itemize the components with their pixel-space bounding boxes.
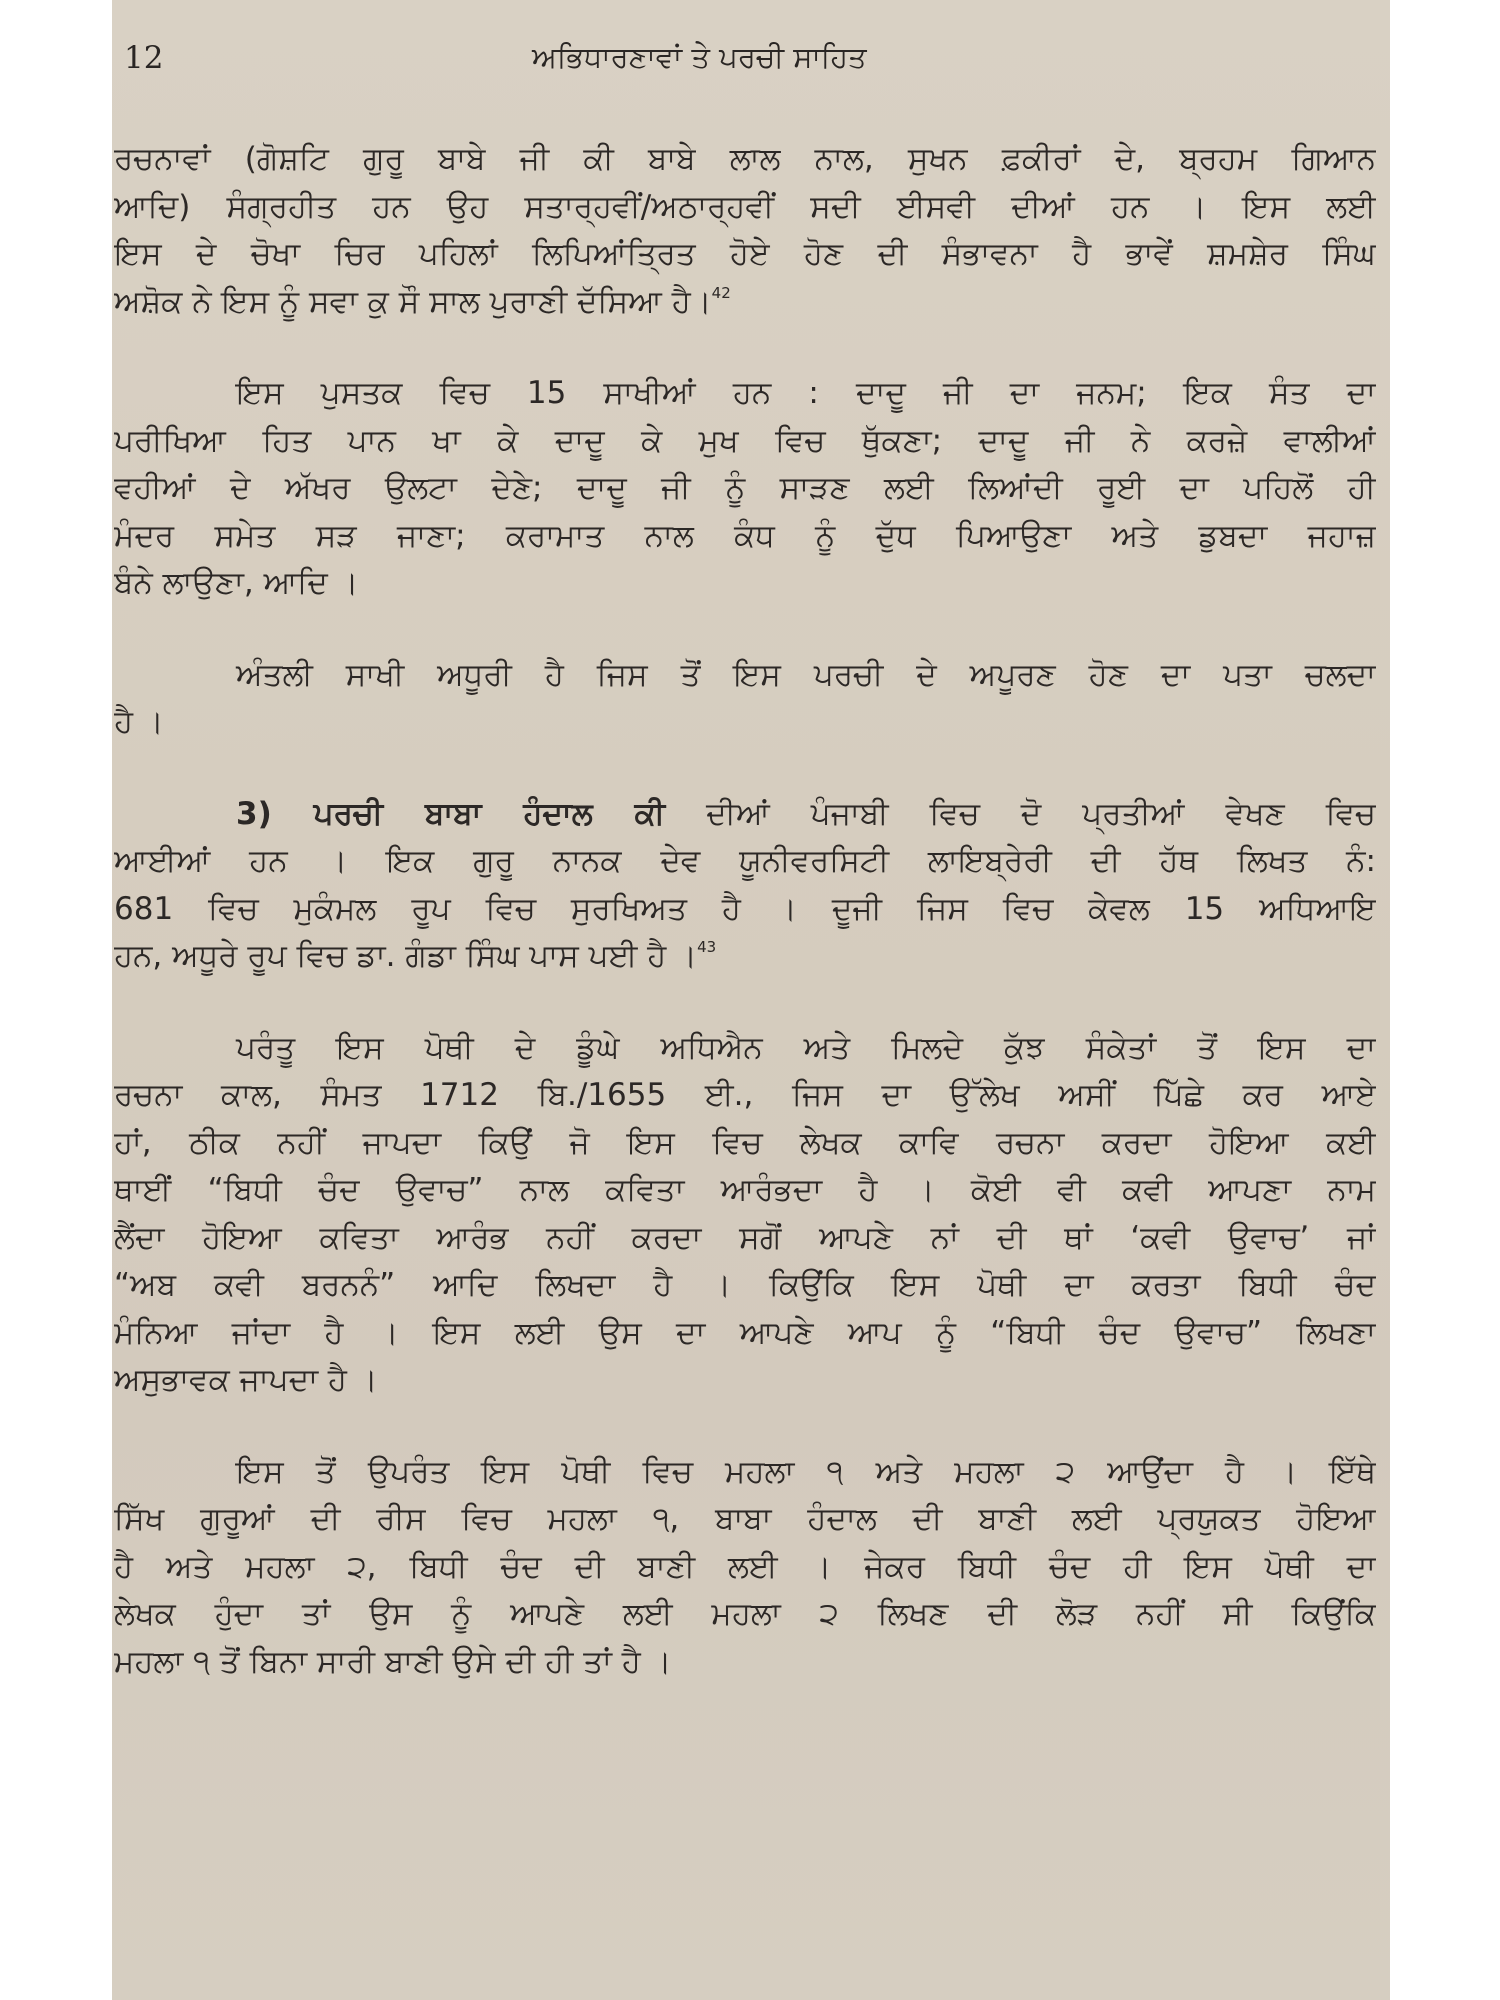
text-line: ਥਾਈਂ “ਬਿਧੀ ਚੰਦ ਉਵਾਚ” ਨਾਲ ਕਵਿਤਾ ਆਰੰਭਦਾ ਹੈ । ਕੋਈ ਵੀ ਕਵੀ ਆਪਣਾ ਨਾਮ (114, 1172, 1376, 1208)
page-header (122, 36, 1372, 86)
text-line: 681 ਵਿਚ ਮੁਕੰਮਲ ਰੂਪ ਵਿਚ ਸੁਰਖਿਅਤ ਹੈ । ਦੂਜੀ ਜਿਸ ਵਿਚ ਕੇਵਲ 15 ਅਧਿਆਇ (114, 890, 1376, 927)
paragraph-5 (114, 1025, 1376, 1405)
text-line: ਲੈਂਦਾ ਹੋਇਆ ਕਵਿਤਾ ਆਰੰਭ ਨਹੀਂ ਕਰਦਾ ਸਗੋਂ ਆਪਣੇ ਨਾਂ ਦੀ ਥਾਂ ‘ਕਵੀ ਉਵਾਚ’ ਜਾਂ (114, 1219, 1376, 1256)
text-line: ਵਹੀਆਂ ਦੇ ਅੱਖਰ ਉਲਟਾ ਦੇਣੇ; ਦਾਦੂ ਜੀ ਨੂੰ ਸਾੜਣ ਲਈ ਲਿਆਂਦੀ ਰੂਈ ਦਾ ਪਹਿਲੋਂ ਹੀ (114, 470, 1376, 506)
text-line: ਆਈਆਂ ਹਨ । ਇਕ ਗੁਰੂ ਨਾਨਕ ਦੇਵ ਯੂਨੀਵਰਸਿਟੀ ਲਾਇਬ੍ਰੇਰੀ ਦੀ ਹੱਥ ਲਿਖਤ ਨੰ: (114, 843, 1376, 879)
page-body (114, 136, 1376, 1686)
text-line: ਹਾਂ, ਠੀਕ ਨਹੀਂ ਜਾਪਦਾ ਕਿਉਂ ਜੋ ਇਸ ਵਿਚ ਲੇਖਕ ਕਾਵਿ ਰਚਨਾ ਕਰਦਾ ਹੋਇਆ ਕਈ (114, 1124, 1376, 1161)
text-line-content: ਅਸ਼ੋਕ ਨੇ ਇਸ ਨੂੰ ਸਵਾ ਕੁ ਸੌ ਸਾਲ ਪੁਰਾਣੀ ਦੱਸਿਆ ਹੈ। (114, 283, 712, 320)
text-line: ਮੰਨਿਆ ਜਾਂਦਾ ਹੈ । ਇਸ ਲਈ ਉਸ ਦਾ ਆਪਣੇ ਆਪ ਨੂੰ “ਬਿਧੀ ਚੰਦ ਉਵਾਚ” ਲਿਖਣਾ (114, 1314, 1376, 1351)
right-margin (1390, 0, 1500, 2000)
text-line: ਇਸ ਦੇ ਚੋਖਾ ਚਿਰ ਪਹਿਲਾਂ ਲਿਪਿਆਂਤ੍ਰਿਤ ਹੋਏ ਹੋਣ ਦੀ ਸੰਭਾਵਨਾ ਹੈ ਭਾਵੇਂ ਸ਼ਮਸ਼ੇਰ ਸਿੰਘ (114, 236, 1376, 272)
text-line (114, 279, 1376, 327)
text-line: ਅੰਤਲੀ ਸਾਖੀ ਅਧੂਰੀ ਹੈ ਜਿਸ ਤੋਂ ਇਸ ਪਰਚੀ ਦੇ ਅਪੂਰਣ ਹੋਣ ਦਾ ਪਤਾ ਚਲਦਾ (236, 656, 1376, 693)
paragraph-3 (114, 652, 1376, 747)
text-line: ਮੰਦਰ ਸਮੇਤ ਸੜ ਜਾਣਾ; ਕਰਾਮਾਤ ਨਾਲ ਕੰਧ ਨੂੰ ਦੁੱਧ ਪਿਆਉਣਾ ਅਤੇ ਡੁਬਦਾ ਜਹਾਜ਼ (114, 517, 1376, 554)
text-line: ਪਰੰਤੂ ਇਸ ਪੋਥੀ ਦੇ ਡੂੰਘੇ ਅਧਿਐਨ ਅਤੇ ਮਿਲਦੇ ਕੁੱਝ ਸੰਕੇਤਾਂ ਤੋਂ ਇਸ ਦਾ (236, 1029, 1376, 1066)
text-line: ਇਸ ਤੋਂ ਉਪਰੰਤ ਇਸ ਪੋਥੀ ਵਿਚ ਮਹਲਾ ੧ ਅਤੇ ਮਹਲਾ ੨ ਆਉਂਦਾ ਹੈ । ਇੱਥੇ (236, 1453, 1376, 1490)
footnote-ref: 43 (697, 938, 717, 956)
text-line: ਬੰਨੇ ਲਾਉਣਾ, ਆਦਿ । (114, 565, 359, 601)
text-line: ਪਰੀਖਿਆ ਹਿਤ ਪਾਨ ਖਾ ਕੇ ਦਾਦੂ ਕੇ ਮੁਖ ਵਿਚ ਥੁੱਕਣਾ; ਦਾਦੂ ਜੀ ਨੇ ਕਰਜ਼ੇ ਵਾਲੀਆਂ (114, 422, 1376, 459)
text-line: ਆਦਿ) ਸੰਗ੍ਰਹੀਤ ਹਨ ਉਹ ਸਤਾਰ੍ਹਵੀਂ/ਅਠਾਰ੍ਹਵੀਂ ਸਦੀ ਈਸਵੀ ਦੀਆਂ ਹਨ । ਇਸ ਲਈ (114, 188, 1376, 225)
text-line: ਮਹਲਾ ੧ ਤੋਂ ਬਿਨਾ ਸਾਰੀ ਬਾਣੀ ਉਸੇ ਦੀ ਹੀ ਤਾਂ ਹੈ । (114, 1643, 672, 1680)
paragraph-4 (114, 791, 1376, 981)
text-line: ਅਸੁਭਾਵਕ ਜਾਪਦਾ ਹੈ । (114, 1362, 378, 1398)
text-line: ਰਚਨਾ ਕਾਲ, ਸੰਮਤ 1712 ਬਿ./1655 ਈ., ਜਿਸ ਦਾ ਉੱਲੇਖ ਅਸੀਂ ਪਿੱਛੇ ਕਰ ਆਏ (114, 1077, 1376, 1113)
text-line: ਹੈ ਅਤੇ ਮਹਲਾ ੨, ਬਿਧੀ ਚੰਦ ਦੀ ਬਾਣੀ ਲਈ । ਜੇਕਰ ਬਿਧੀ ਚੰਦ ਹੀ ਇਸ ਪੋਥੀ ਦਾ (114, 1548, 1376, 1585)
paragraph-2 (114, 370, 1376, 608)
text-line-content: ਹਨ, ਅਧੂਰੇ ਰੂਪ ਵਿਚ ਡਾ. ਗੰਡਾ ਸਿੰਘ ਪਾਸ ਪਈ ਹੈ । (114, 938, 698, 974)
footnote-ref: 42 (711, 283, 731, 302)
text-line: ਰਚਨਾਵਾਂ (ਗੋਸ਼ਟਿ ਗੁਰੂ ਬਾਬੇ ਜੀ ਕੀ ਬਾਬੇ ਲਾਲ ਨਾਲ, ਸੁਖਨ ਫ਼ਕੀਰਾਂ ਦੇ, ਬ੍ਰਹਮ ਗਿਆਨ (114, 141, 1376, 177)
text-line (114, 933, 1376, 981)
paragraph-1 (114, 136, 1376, 326)
text-line: ਹੈ । (114, 704, 164, 740)
text-line-content: ਦੀਆਂ ਪੰਜਾਬੀ ਵਿਚ ਦੋ ਪ੍ਰਤੀਆਂ ਵੇਖਣ ਵਿਚ (706, 795, 1376, 832)
book-page (112, 0, 1390, 2000)
text-line: ਸਿੱਖ ਗੁਰੂਆਂ ਦੀ ਰੀਸ ਵਿਚ ਮਹਲਾ ੧, ਬਾਬਾ ਹੰਦਾਲ ਦੀ ਬਾਣੀ ਲਈ ਪ੍ਰਯੁਕਤ ਹੋਇਆ (114, 1501, 1376, 1537)
paragraph-6 (114, 1449, 1376, 1687)
text-line: “ਅਬ ਕਵੀ ਬਰਨਨੰ” ਆਦਿ ਲਿਖਦਾ ਹੈ । ਕਿਉਂਕਿ ਇਸ ਪੋਥੀ ਦਾ ਕਰਤਾ ਬਿਧੀ ਚੰਦ (114, 1267, 1376, 1303)
text-line (114, 791, 1376, 839)
text-line: ਲੇਖਕ ਹੁੰਦਾ ਤਾਂ ਉਸ ਨੂੰ ਆਪਣੇ ਲਈ ਮਹਲਾ ੨ ਲਿਖਣ ਦੀ ਲੋੜ ਨਹੀਂ ਸੀ ਕਿਉਂਕਿ (114, 1596, 1376, 1632)
section-title: 3) ਪਰਚੀ ਬਾਬਾ ਹੰਦਾਲ ਕੀ (236, 795, 666, 832)
text-line: ਇਸ ਪੁਸਤਕ ਵਿਚ 15 ਸਾਖੀਆਂ ਹਨ : ਦਾਦੂ ਜੀ ਦਾ ਜਨਮ; ਇਕ ਸੰਤ ਦਾ (236, 375, 1376, 411)
left-margin (0, 0, 112, 2000)
page-number: 12 (124, 40, 164, 76)
running-title: ਅਭਿਧਾਰਣਾਵਾਂ ਤੇ ਪਰਚੀ ਸਾਹਿਤ (532, 40, 867, 74)
